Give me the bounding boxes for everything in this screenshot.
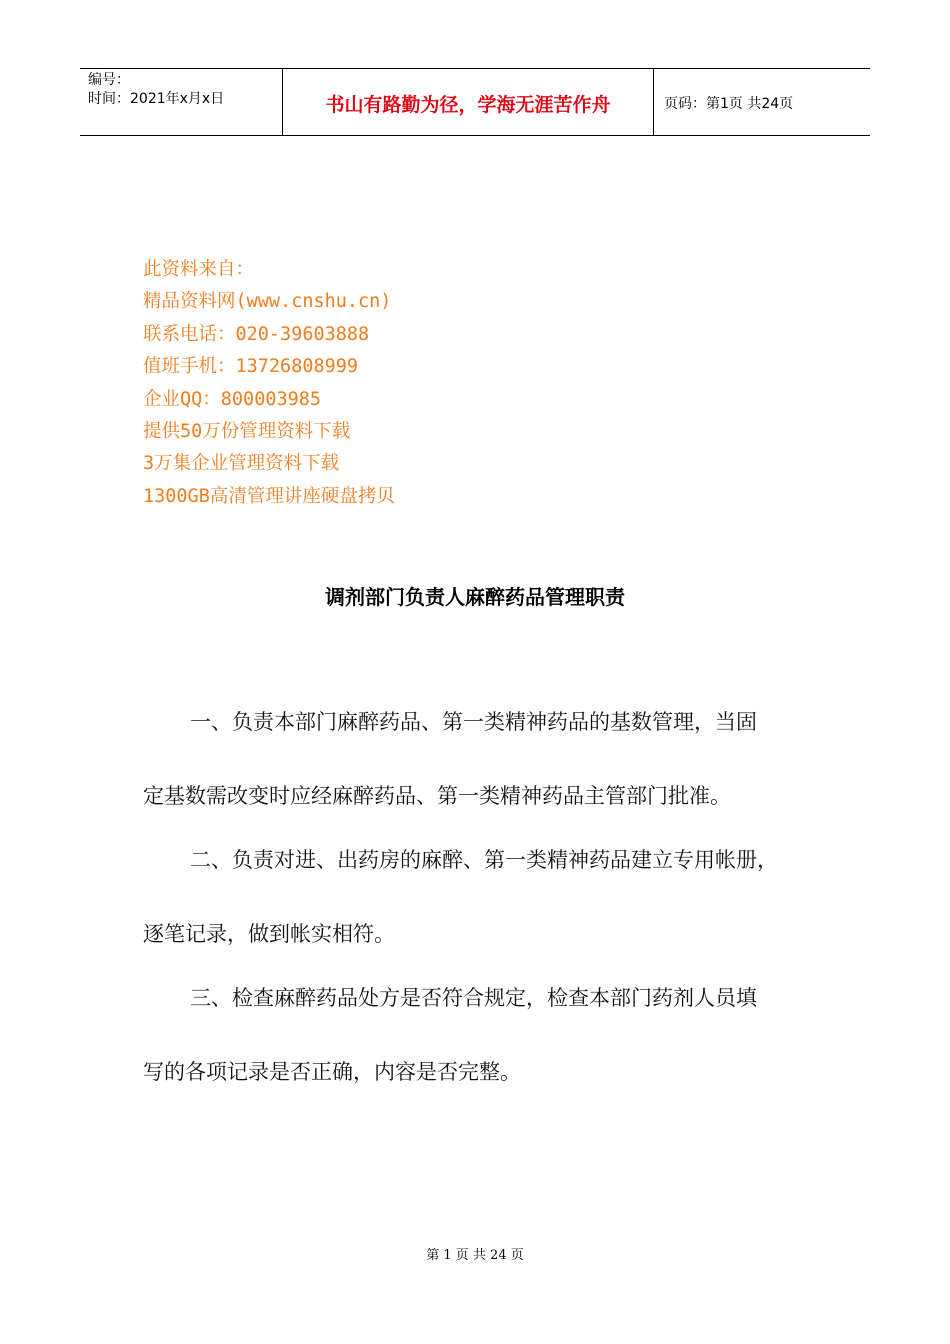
promo-line: 联系电话：020-39603888: [143, 323, 370, 345]
paragraph-line: 定基数需改变时应经麻醉药品、第一类精神药品主管部门批准。: [143, 784, 731, 808]
promo-line: 企业QQ：800003985: [143, 388, 322, 410]
header-meta-cell: [80, 69, 282, 135]
page-footer: 第 1 页 共 24 页: [426, 1248, 524, 1263]
header-page-cell: [654, 69, 870, 135]
promo-line: 精品资料网(www.cnshu.cn): [143, 291, 392, 313]
header-motto: 书山有路勤为径，学海无涯苦作舟: [325, 94, 611, 116]
promo-block: [143, 254, 395, 513]
paragraph-line: 写的各项记录是否正确，内容是否完整。: [143, 1060, 521, 1084]
header-page-info: 页码：第1页 共24页: [664, 96, 794, 112]
promo-line: 值班手机：13726808999: [143, 356, 359, 378]
promo-line: 3万集企业管理资料下载: [143, 453, 340, 475]
document-title: 调剂部门负责人麻醉药品管理职责: [325, 585, 625, 609]
document-number-label: 编号：: [88, 72, 130, 88]
paragraph-line: 一、负责本部门麻醉药品、第一类精神药品的基数管理，当固: [190, 710, 757, 734]
paragraph-line: 二、负责对进、出药房的麻醉、第一类精神药品建立专用帐册，: [190, 848, 778, 872]
promo-line: 此资料来自：: [143, 259, 255, 280]
promo-line: 提供50万份管理资料下载: [143, 420, 351, 442]
paragraph-line: 三、检查麻醉药品处方是否符合规定，检查本部门药剂人员填: [190, 986, 757, 1010]
promo-line: 1300GB高清管理讲座硬盘拷贝: [143, 485, 395, 507]
document-header: [80, 68, 870, 136]
header-motto-cell: [282, 69, 654, 135]
document-date: 时间：2021年x月x日: [88, 91, 225, 107]
paragraph-line: 逐笔记录，做到帐实相符。: [143, 922, 395, 946]
